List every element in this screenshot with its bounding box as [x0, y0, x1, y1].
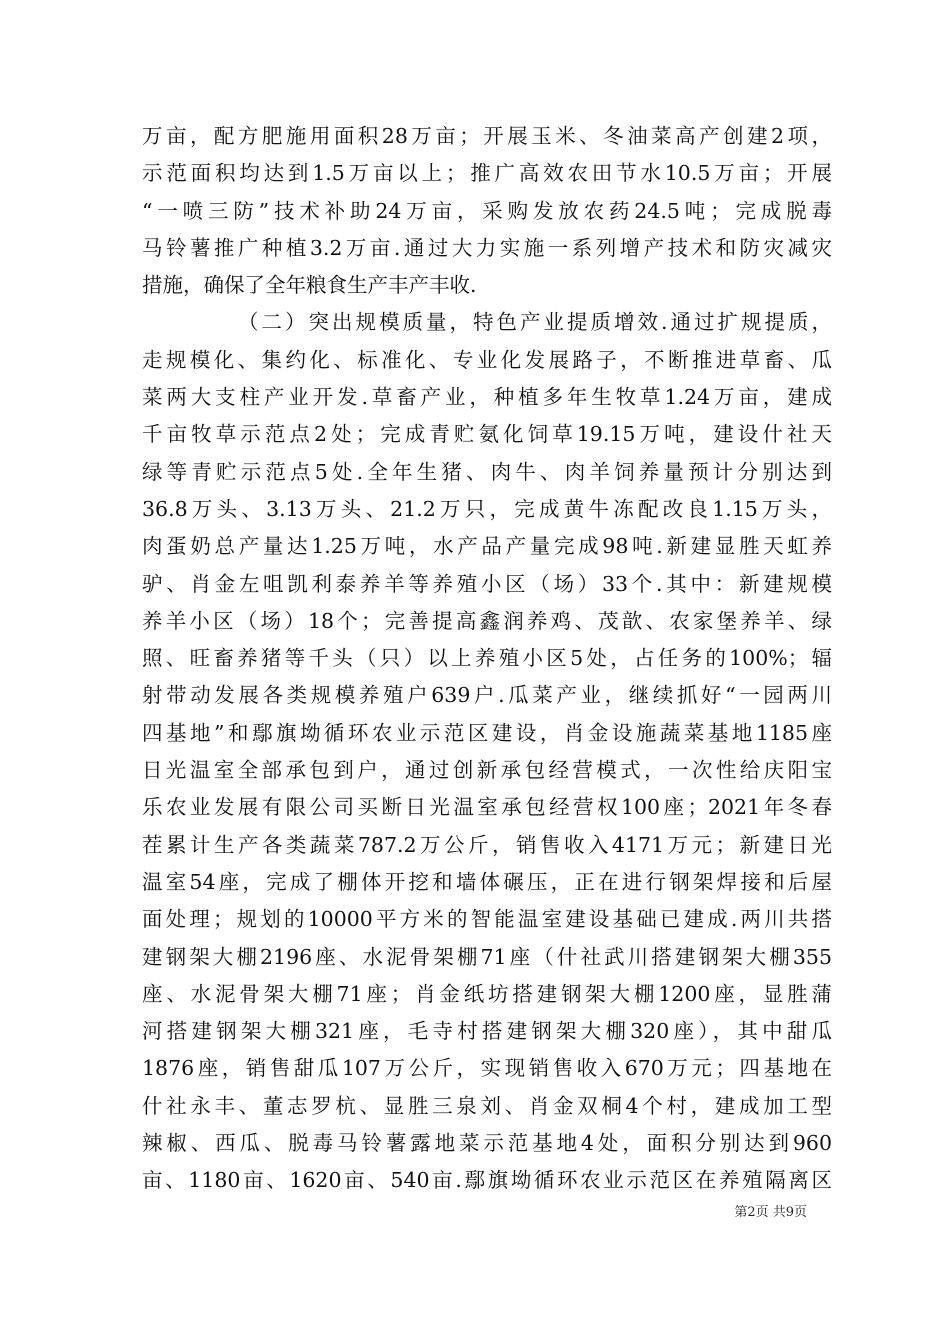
body-text	[142, 118, 832, 1200]
text-line: 绿等青贮示范点5处.全年生猪、肉牛、肉羊饲养量预计分别达到	[142, 459, 832, 484]
text-line: 射带动发展各类规模养殖户639户.瓜菜产业，继续抓好“一园两川	[142, 683, 832, 708]
text-line: 走规模化、集约化、标准化、专业化发展路子，不断推进草畜、瓜	[142, 347, 832, 372]
text-line: 温室54座，完成了棚体开挖和墙体碾压，正在进行钢架焊接和后屋	[142, 869, 832, 894]
text-line: 照、旺畜养猪等千头（只）以上养殖小区5处，占任务的100%；辐	[142, 646, 832, 671]
text-line: 养羊小区（场）18个；完善提高鑫润养鸡、茂歆、农家堡养羊、绿	[142, 608, 832, 633]
text-line: 座、水泥骨架大棚71座；肖金纸坊搭建钢架大棚1200座，显胜蒲	[142, 981, 832, 1006]
paragraph-2	[142, 304, 832, 1199]
text-line: 千亩牧草示范点2处；完成青贮氨化饲草19.15万吨，建设什社天	[142, 422, 832, 447]
text-line: 万亩，配方肥施用面积28万亩；开展玉米、冬油菜高产创建2项，	[142, 124, 832, 148]
text-line: 什社永丰、董志罗杭、显胜三泉刘、肖金双桐4个村，建成加工型	[142, 1093, 832, 1118]
text-line: 日光温室全部承包到户，通过创新承包经营模式，一次性给庆阳宝	[142, 758, 832, 783]
page-number-footer: 第2页 共9页	[734, 1205, 807, 1220]
text-line: 示范面积均达到1.5万亩以上；推广高效农田节水10.5万亩；开展	[142, 161, 832, 186]
text-line: 建钢架大棚2196座、水泥骨架棚71座（什社武川搭建钢架大棚355	[142, 944, 832, 969]
text-line: 亩、1180亩、1620亩、540亩.鄢旗坳循环农业示范区在养殖隔离区	[142, 1168, 832, 1193]
text-line: 驴、肖金左咀凯利泰养羊等养殖小区（场）33个.其中：新建规模	[142, 571, 832, 596]
text-line: “一喷三防”技术补助24万亩，采购发放农药24.5吨；完成脱毒	[142, 198, 832, 223]
text-line: 肉蛋奶总产量达1.25万吨，水产品产量完成98吨.新建显胜天虹养	[142, 534, 832, 559]
text-line: 36.8万头、3.13万头、21.2万只，完成黄牛冻配改良1.15万头，	[142, 496, 832, 521]
paragraph-1	[142, 118, 832, 304]
text-line: 1876座，销售甜瓜107万公斤，实现销售收入670万元；四基地在	[142, 1056, 832, 1081]
text-line: 菜两大支柱产业开发.草畜产业，种植多年生牧草1.24万亩，建成	[142, 385, 832, 410]
text-line: 河搭建钢架大棚321座，毛寺村搭建钢架大棚320座），其中甜瓜	[142, 1019, 832, 1044]
text-line: 面处理；规划的10000平方米的智能温室建设基础已建成.两川共搭	[142, 907, 832, 932]
text-line: 四基地”和鄢旗坳循环农业示范区建设，肖金设施蔬菜基地1185座	[142, 720, 832, 745]
text-line: 茬累计生产各类蔬菜787.2万公斤，销售收入4171万元；新建日光	[142, 832, 832, 857]
section-heading-line: （二）突出规模质量，特色产业提质增效.通过扩规提质，	[238, 310, 832, 335]
text-line: 辣椒、西瓜、脱毒马铃薯露地菜示范基地4处，面积分别达到960	[142, 1131, 832, 1156]
text-line: 措施，确保了全年粮食生产丰产丰收.	[142, 273, 477, 298]
text-line: 马铃薯推广种植3.2万亩.通过大力实施一系列增产技术和防灾减灾	[142, 235, 832, 260]
text-line: 乐农业发展有限公司买断日光温室承包经营权100座；2021年冬春	[142, 795, 832, 820]
